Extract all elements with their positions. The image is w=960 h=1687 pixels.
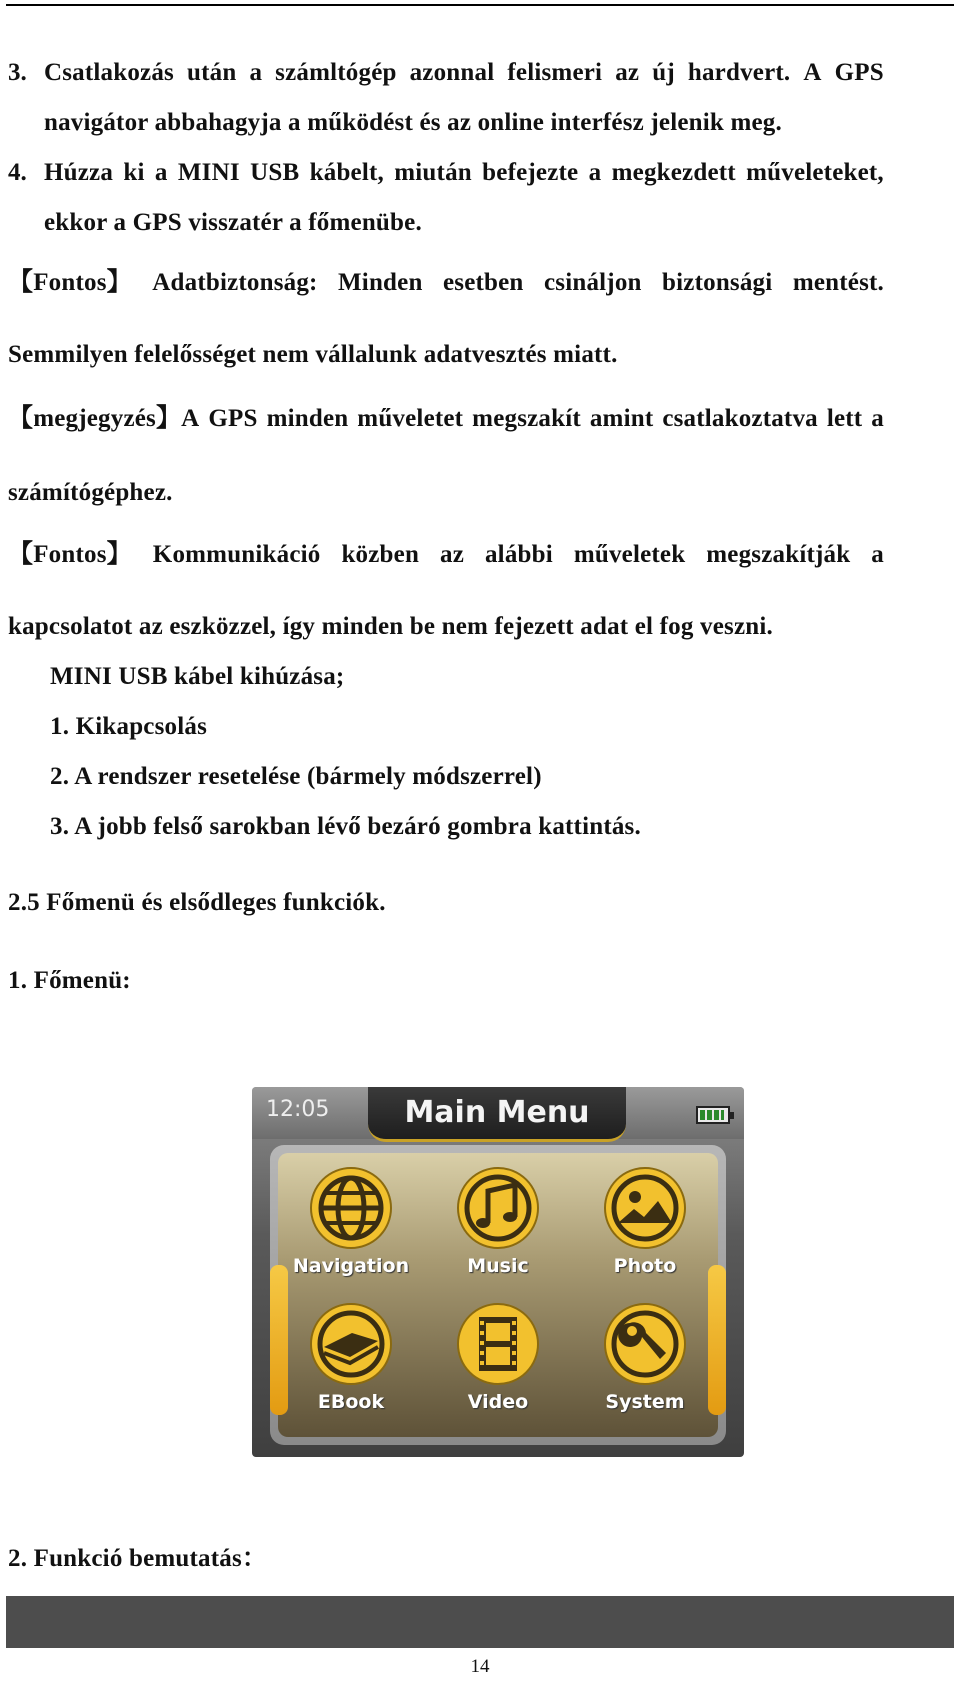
fontos-note-1-line-1 xyxy=(8,268,884,298)
word: Adatbiztonság: xyxy=(152,269,318,296)
word: biztonsági xyxy=(662,269,773,296)
main-menu-screenshot xyxy=(252,1087,744,1457)
word: GPS xyxy=(208,405,258,432)
tile-label: Video xyxy=(467,1391,529,1413)
subsection-function-intro: 2. Funkció bemutatás： xyxy=(8,1545,268,1572)
word: Kommunikáció xyxy=(152,541,321,568)
fontos-note-2-line-1 xyxy=(8,540,884,570)
disconnect-list-item: 2. A rendszer resetelése (bármely módszerrel) xyxy=(50,763,542,790)
music-note-icon xyxy=(455,1165,541,1251)
word: amint xyxy=(589,405,654,432)
word: Minden xyxy=(338,269,423,296)
photo-icon xyxy=(602,1165,688,1251)
word: a xyxy=(154,159,168,186)
film-icon xyxy=(455,1301,541,1387)
word: műveletet xyxy=(357,405,464,432)
word: műveleteket, xyxy=(746,159,884,186)
disconnect-list-item: 1. Kikapcsolás xyxy=(50,713,207,740)
menu-frame xyxy=(270,1145,726,1445)
word: műveletek xyxy=(573,541,686,568)
tile-music[interactable] xyxy=(433,1165,563,1295)
word: esetben xyxy=(442,269,524,296)
item-4-line-1 xyxy=(44,158,884,188)
right-side-button[interactable] xyxy=(708,1265,726,1415)
word: az xyxy=(615,59,640,86)
battery-icon xyxy=(696,1106,730,1124)
word: A xyxy=(803,59,822,86)
menu-panel xyxy=(278,1153,718,1437)
item-3-line-1 xyxy=(44,58,884,88)
word: alábbi xyxy=(484,541,553,568)
megjegyzes-note-line-2: számítógéphez. xyxy=(8,479,173,506)
word: az xyxy=(440,541,465,568)
title-tab xyxy=(368,1087,626,1142)
item-4-line-2: ekkor a GPS visszatér a főmenübe. xyxy=(44,209,422,236)
word: közben xyxy=(341,541,420,568)
word: 【Fontos】 xyxy=(8,269,132,296)
globe-icon xyxy=(308,1165,394,1251)
word: kábelt, xyxy=(309,159,384,186)
tile-navigation[interactable] xyxy=(286,1165,416,1295)
word: megszakít xyxy=(472,405,581,432)
tile-label: System xyxy=(605,1391,685,1413)
section-heading: 2.5 Főmenü és elsődleges funkciók. xyxy=(8,889,386,916)
top-rule xyxy=(6,4,954,6)
word: a xyxy=(871,541,884,568)
word: Csatlakozás xyxy=(44,59,174,86)
word: Húzza xyxy=(44,159,114,186)
disconnect-list-item: 3. A jobb felső sarokban lévő bezáró gombra kattintás. xyxy=(50,813,641,840)
word: USB xyxy=(250,159,300,186)
word: csináljon xyxy=(543,269,642,296)
book-icon xyxy=(308,1301,394,1387)
tile-photo[interactable] xyxy=(580,1165,710,1295)
word: felismeri xyxy=(507,59,603,86)
word: minden xyxy=(266,405,349,432)
tile-video[interactable] xyxy=(433,1301,563,1431)
word: MINI xyxy=(177,159,240,186)
word: befejezte xyxy=(482,159,579,186)
word: ki xyxy=(123,159,145,186)
fontos-note-1-line-2: Semmilyen felelősséget nem vállalunk adatvesztés miatt. xyxy=(8,341,618,368)
item-3-line-2: navigátor abbahagyja a működést és az online interfész jelenik meg. xyxy=(44,109,782,136)
tile-label: Music xyxy=(467,1255,529,1277)
item-4-number: 4. xyxy=(8,159,27,186)
word: GPS xyxy=(834,59,884,86)
word: miután xyxy=(394,159,472,186)
item-3-number: 3. xyxy=(8,59,27,86)
tile-ebook[interactable] xyxy=(286,1301,416,1431)
screen-title: Main Menu xyxy=(404,1095,590,1130)
word: megkezdett xyxy=(611,159,736,186)
word: lett xyxy=(826,405,863,432)
word: 【megjegyzés】A xyxy=(8,405,200,432)
fontos-note-2-line-2: kapcsolatot az eszközzel, így minden be nem fejezett adat el fog veszni. xyxy=(8,613,773,640)
tile-label: EBook xyxy=(317,1391,385,1413)
footer-bar xyxy=(6,1596,954,1648)
word: hardvert. xyxy=(687,59,791,86)
tile-system[interactable] xyxy=(580,1301,710,1431)
word: a xyxy=(249,59,263,86)
wrench-icon xyxy=(602,1301,688,1387)
word: a xyxy=(588,159,602,186)
disconnect-list-intro: MINI USB kábel kihúzása; xyxy=(50,663,345,690)
clock: 12:05 xyxy=(266,1097,330,1122)
word: a xyxy=(871,405,884,432)
word: csatlakoztatva xyxy=(662,405,818,432)
megjegyzes-note-line-1 xyxy=(8,404,884,434)
word: után xyxy=(187,59,237,86)
word: számltógép xyxy=(275,59,397,86)
word: új xyxy=(652,59,675,86)
page-number: 14 xyxy=(470,1656,490,1677)
word: megszakítják xyxy=(706,541,851,568)
tile-label: Navigation xyxy=(292,1255,410,1277)
word: azonnal xyxy=(409,59,495,86)
word: mentést. xyxy=(792,269,884,296)
tile-label: Photo xyxy=(613,1255,677,1277)
subsection-main-menu: 1. Főmenü: xyxy=(8,967,131,994)
left-side-button[interactable] xyxy=(270,1265,288,1415)
word: 【Fontos】 xyxy=(8,541,132,568)
